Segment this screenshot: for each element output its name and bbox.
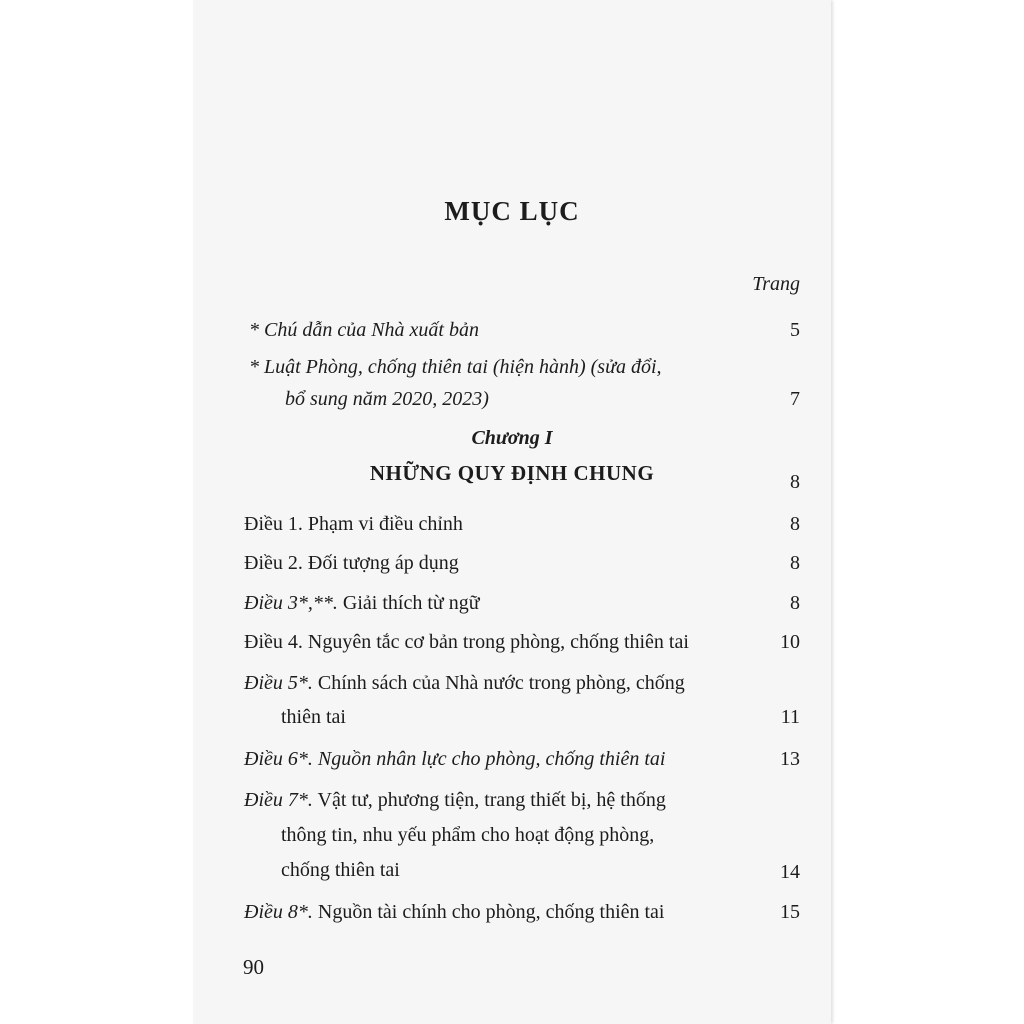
toc-entry-article xyxy=(244,549,459,577)
article-title: Vật tư, phương tiện, trang thiết bị, hệ thống xyxy=(317,789,666,811)
toc-entry-publisher-note: * Chú dẫn của Nhà xuất bản xyxy=(249,319,479,341)
article-label: Điều 5*. xyxy=(244,672,313,694)
article-label: Điều 7*. xyxy=(244,789,313,811)
toc-page-number: 5 xyxy=(790,319,800,341)
toc-entry-article xyxy=(244,745,665,773)
toc-page-number: 8 xyxy=(790,513,800,535)
toc-page-number: 11 xyxy=(780,706,800,728)
article-label: Điều 2. xyxy=(244,552,303,574)
toc-page-number: 8 xyxy=(790,552,800,574)
article-label: Điều 8*. xyxy=(244,901,313,923)
article-title: Giải thích từ ngữ xyxy=(342,592,480,614)
toc-entry-article xyxy=(244,786,666,814)
article-label: Điều 3*,**. xyxy=(244,592,338,614)
toc-entry-article xyxy=(244,669,685,697)
toc-page-number: 15 xyxy=(780,901,800,923)
chapter-number: Chương I xyxy=(471,427,553,449)
article-title-cont: thông tin, nhu yếu phẩm cho hoạt động phòng, xyxy=(281,824,655,846)
page-column-label: Trang xyxy=(752,273,800,295)
toc-entry-article xyxy=(244,510,463,538)
article-title: Nguyên tắc cơ bản trong phòng, chống thiên tai xyxy=(307,631,689,653)
toc-page-number: 8 xyxy=(790,471,800,493)
article-title-cont: chống thiên tai xyxy=(281,859,400,881)
chapter-title: NHỮNG QUY ĐỊNH CHUNG xyxy=(369,461,655,485)
article-title: Nguồn nhân lực cho phòng, chống thiên tai xyxy=(317,748,666,770)
article-title: Đối tượng áp dụng xyxy=(307,552,459,574)
toc-page-number: 13 xyxy=(780,748,800,770)
toc-entry-article xyxy=(244,628,689,656)
toc-page-number: 8 xyxy=(790,592,800,614)
article-title: Chính sách của Nhà nước trong phòng, chống xyxy=(317,672,685,694)
page-number: 90 xyxy=(243,955,264,979)
article-title-cont: thiên tai xyxy=(281,706,346,728)
article-title: Phạm vi điều chỉnh xyxy=(307,513,463,535)
article-label: Điều 1. xyxy=(244,513,303,535)
toc-page-number: 14 xyxy=(780,861,800,883)
article-label: Điều 6*. xyxy=(244,748,313,770)
article-title: Nguồn tài chính cho phòng, chống thiên tai xyxy=(317,901,665,923)
article-label: Điều 4. xyxy=(244,631,303,653)
page-title: MỤC LỤC xyxy=(444,196,580,226)
toc-entry-article xyxy=(244,589,480,617)
book-page xyxy=(193,0,831,1024)
toc-entry-law-title-cont: bổ sung năm 2020, 2023) xyxy=(285,388,489,410)
toc-entry-law-title: * Luật Phòng, chống thiên tai (hiện hành) (sửa đổi, xyxy=(249,356,662,378)
toc-page-number: 7 xyxy=(790,388,800,410)
toc-entry-article xyxy=(244,898,665,926)
toc-page-number: 10 xyxy=(780,631,800,653)
